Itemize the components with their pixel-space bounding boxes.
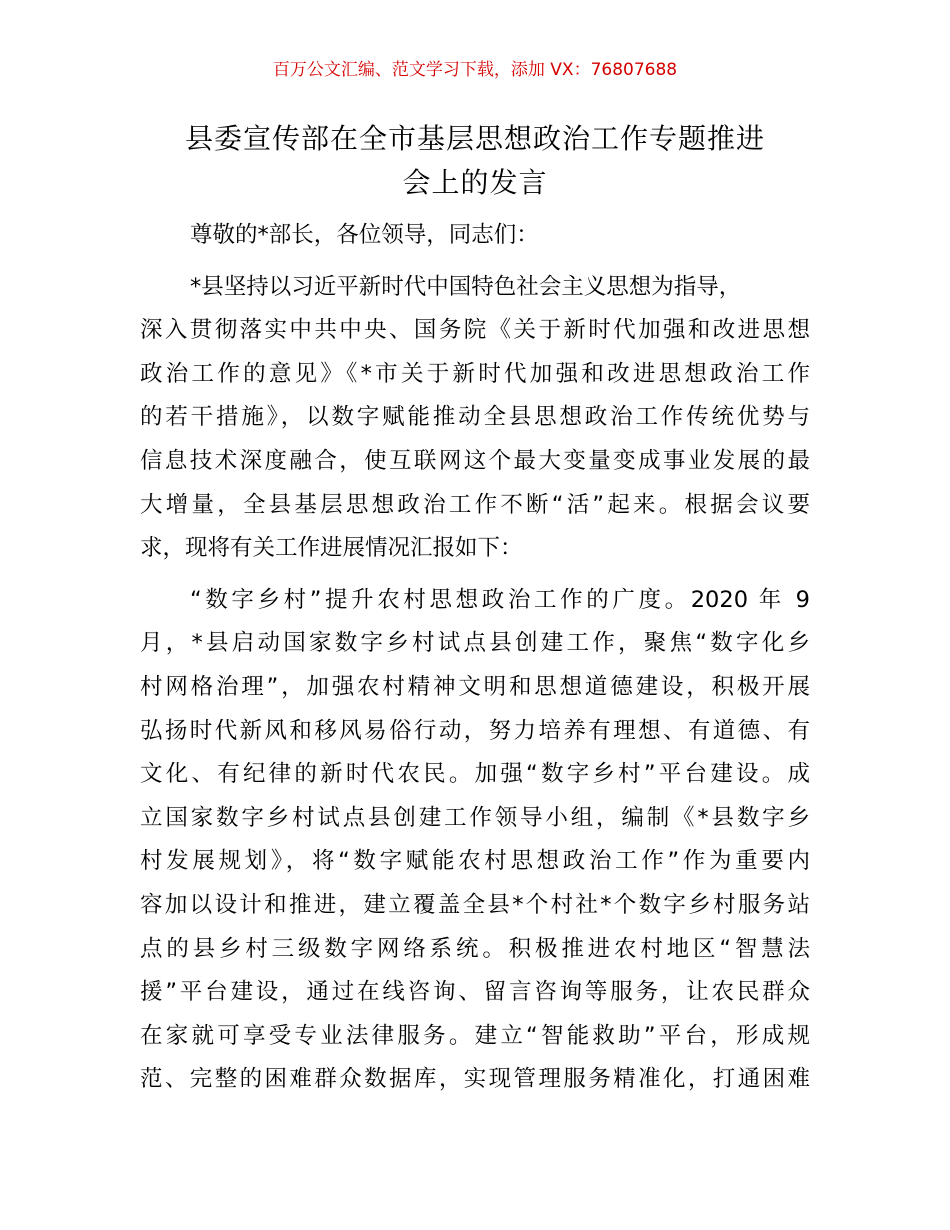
paragraph-line: *县坚持以习近平新时代中国特色社会主义思想为指导，	[190, 273, 742, 300]
paragraph-line: 深入贯彻落实中共中央、国务院《关于新时代加强和改进思想	[140, 317, 810, 344]
paragraph-line: 范、完整的困难群众数据库，实现管理服务精准化，打通困难	[140, 1066, 810, 1093]
title-line: 会上的发言	[402, 166, 548, 199]
header-note: 百万公文汇编、范文学习下载，添加 VX：76807688	[272, 60, 678, 80]
paragraph-line: 村网格治理”，加强农村精神文明和思想道德建设，积极开展	[140, 673, 810, 700]
paragraph-line: 在家就可享受专业法律服务。建立“智能救助”平台，形成规	[140, 1022, 810, 1049]
paragraph-line: 援”平台建设，通过在线咨询、留言咨询等服务，让农民群众	[140, 979, 810, 1006]
paragraph-line: 弘扬时代新风和移风易俗行动，努力培养有理想、有道德、有	[140, 717, 810, 744]
paragraph-line: 文化、有纪律的新时代农民。加强“数字乡村”平台建设。成	[140, 761, 810, 788]
title-line: 县委宣传部在全市基层思想政治工作专题推进	[184, 122, 765, 155]
document-body	[140, 214, 810, 1110]
paragraph-line: 政治工作的意见》《*市关于新时代加强和改进思想政治工作	[140, 360, 810, 387]
paragraph-line: 求，现将有关工作进展情况汇报如下：	[140, 535, 523, 562]
paragraph-line: 立国家数字乡村试点县创建工作领导小组，编制《*县数字乡	[140, 804, 810, 831]
paragraph-line: 村发展规划》，将“数字赋能农村思想政治工作”作为重要内	[140, 848, 810, 875]
paragraph-digital-village	[140, 579, 810, 1102]
paragraph-line: 月，*县启动国家数字乡村试点县创建工作，聚焦“数字化乡	[140, 630, 810, 657]
paragraph-intro	[140, 266, 810, 571]
paragraph-line: 的若干措施》，以数字赋能推动全县思想政治工作传统优势与	[140, 404, 810, 431]
paragraph-line: 容加以设计和推进，建立覆盖全县*个村社*个数字乡村服务站	[140, 891, 810, 918]
paragraph-line: 大增量，全县基层思想政治工作不断“活”起来。根据会议要	[140, 491, 810, 518]
document-title	[120, 117, 830, 205]
salutation-paragraph	[140, 214, 810, 258]
paragraph-line: 点的县乡村三级数字网络系统。积极推进农村地区“智慧法	[140, 935, 810, 962]
salutation: 尊敬的*部长，各位领导，同志们：	[190, 222, 539, 248]
paragraph-line: 信息技术深度融合，使互联网这个最大变量变成事业发展的最	[140, 447, 810, 474]
paragraph-line: “数字乡村”提升农村思想政治工作的广度。2020 年 9	[190, 586, 810, 613]
